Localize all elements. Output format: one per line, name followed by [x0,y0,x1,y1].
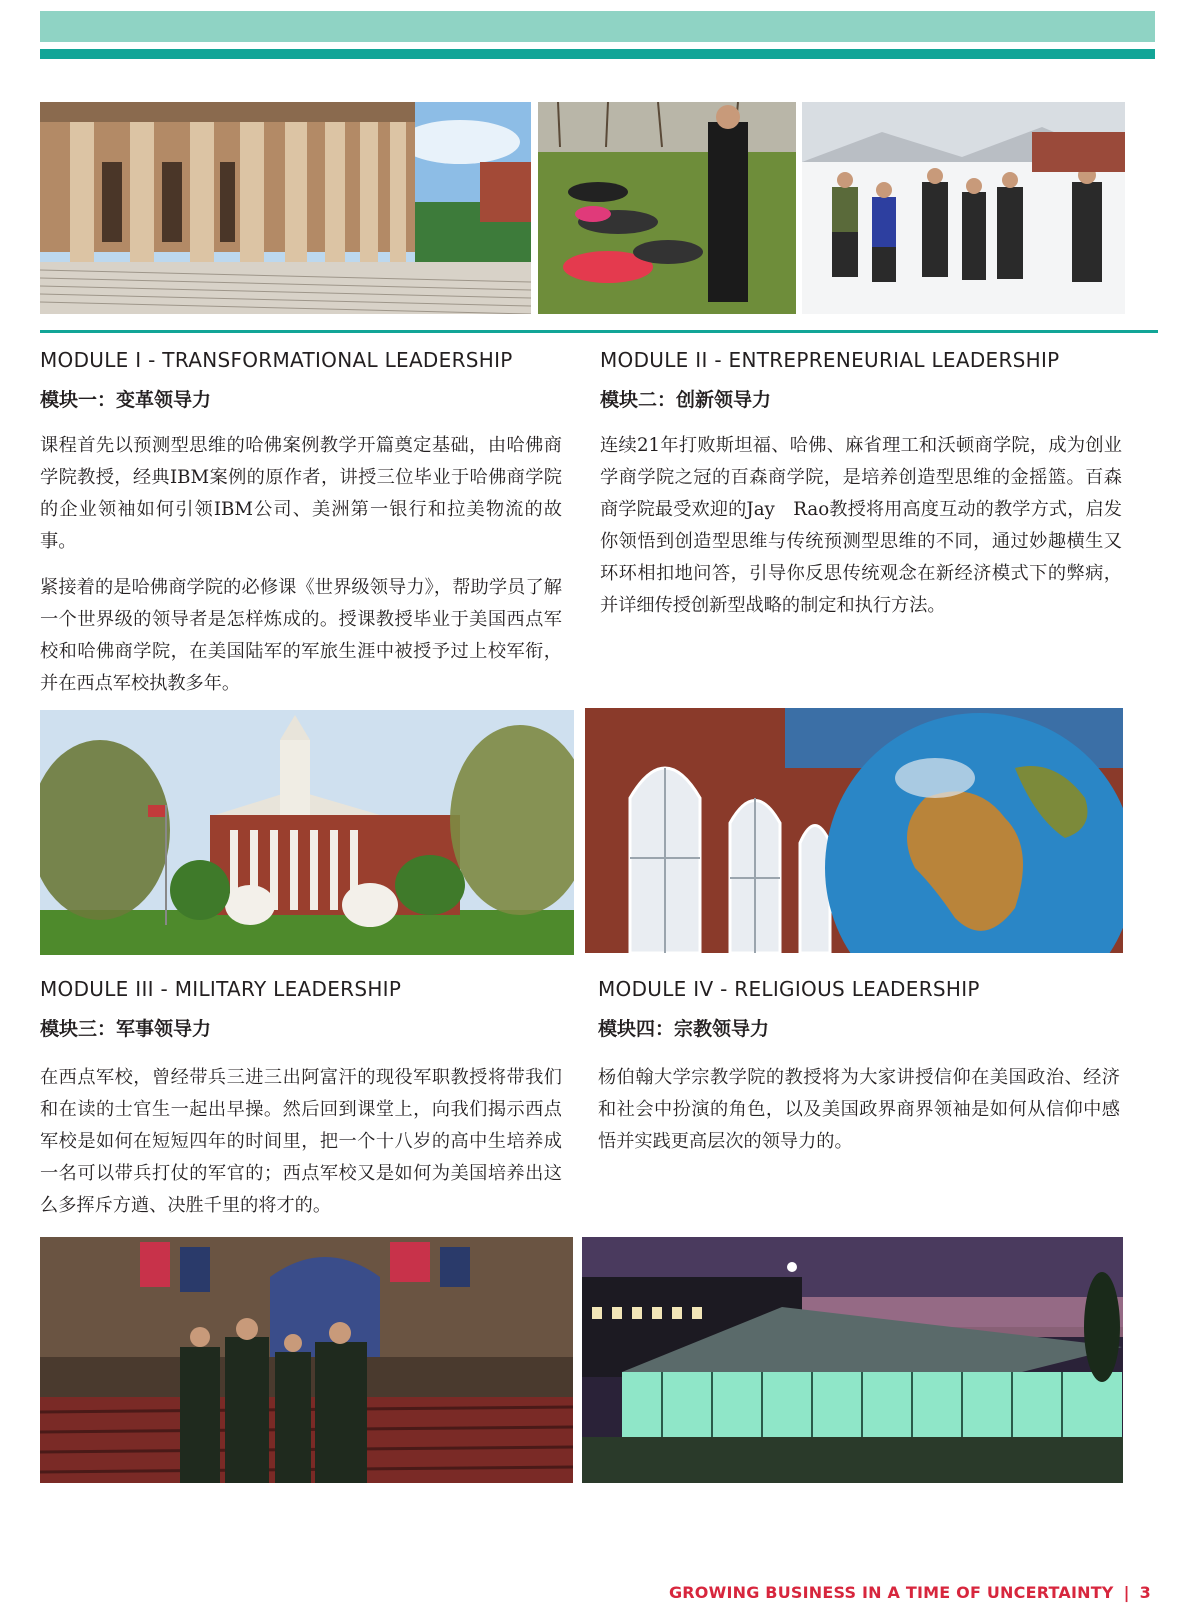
section-rule [40,330,1158,333]
footer-text: GROWING BUSINESS IN A TIME OF UNCERTAINTY [668,1583,1114,1602]
module-2-title-cn: 模块二：创新领导力 [600,389,772,411]
module-3-title-cn: 模块三：军事领导力 [40,1018,212,1040]
photo-globe-brick-building [585,708,1123,953]
footer-separator: | [1123,1583,1130,1602]
photo-group-exercise-lawn [538,102,796,314]
photo-glass-pavilion-night [582,1237,1123,1483]
footer [669,1583,1151,1602]
photo-campus-building-lawn [40,710,574,955]
module-1-paragraph-1: 课程首先以预测型思维的哈佛案例教学开篇奠定基础，由哈佛商学院教授，经典IBM案例的原作者，讲授三位毕业于哈佛商学院的企业领袖如何引领IBM公司、美洲第一银行和拉美物流的故事。 [40,435,562,552]
module-4-paragraph-1: 杨伯翰大学宗教学院的教授将为大家讲授信仰在美国政治、经济和社会中扮演的角色，以及美国政界商界领袖是如何从信仰中感悟并实践更高层次的领导力的。 [598,1067,1120,1152]
photo-ski-group [802,102,1125,314]
module-4-title: MODULE IV - RELIGIOUS LEADERSHIP [598,977,980,1001]
photo-chapel-cadets [40,1237,573,1483]
module-1-title: MODULE I - TRANSFORMATIONAL LEADERSHIP [40,348,513,372]
header-rule [40,49,1155,59]
module-1-paragraph-2: 紧接着的是哈佛商学院的必修课《世界级领导力》，帮助学员了解一个世界级的领导者是怎样炼成的。授课教授毕业于美国西点军校和哈佛商学院，在美国陆军的军旅生涯中被授予过上校军衔，并在西点军校执教多年。 [40,577,562,694]
module-4-title-cn: 模块四：宗教领导力 [598,1018,770,1040]
header-band [40,11,1155,42]
module-2-paragraph-1: 连续21年打败斯坦福、哈佛、麻省理工和沃顿商学院，成为创业学商学院之冠的百森商学院，是培养创造型思维的金摇篮。百森商学院最受欢迎的Jay Rao教授将用高度互动的教学方式，启发你领悟到创造型思维与传统预测型思维的不同，通过妙趣横生又环环相扣地问答，引导你反思传统观念在新经济模式下的弊病，并详细传授创新型战略的制定和执行方法。 [600,435,1122,616]
module-3-title: MODULE III - MILITARY LEADERSHIP [40,977,402,1001]
module-1-title-cn: 模块一：变革领导力 [40,389,212,411]
photo-university-library-columns [40,102,531,314]
module-2-title: MODULE II - ENTREPRENEURIAL LEADERSHIP [600,348,1060,372]
module-3-paragraph-1: 在西点军校，曾经带兵三进三出阿富汗的现役军职教授将带我们和在读的士官生一起出早操。然后回到课堂上，向我们揭示西点军校是如何在短短四年的时间里，把一个十八岁的高中生培养成一名可以带兵打仗的军官的；西点军校又是如何为美国培养出这么多挥斥方遒、决胜千里的将才的。 [40,1067,562,1216]
page-number: 3 [1139,1583,1151,1602]
